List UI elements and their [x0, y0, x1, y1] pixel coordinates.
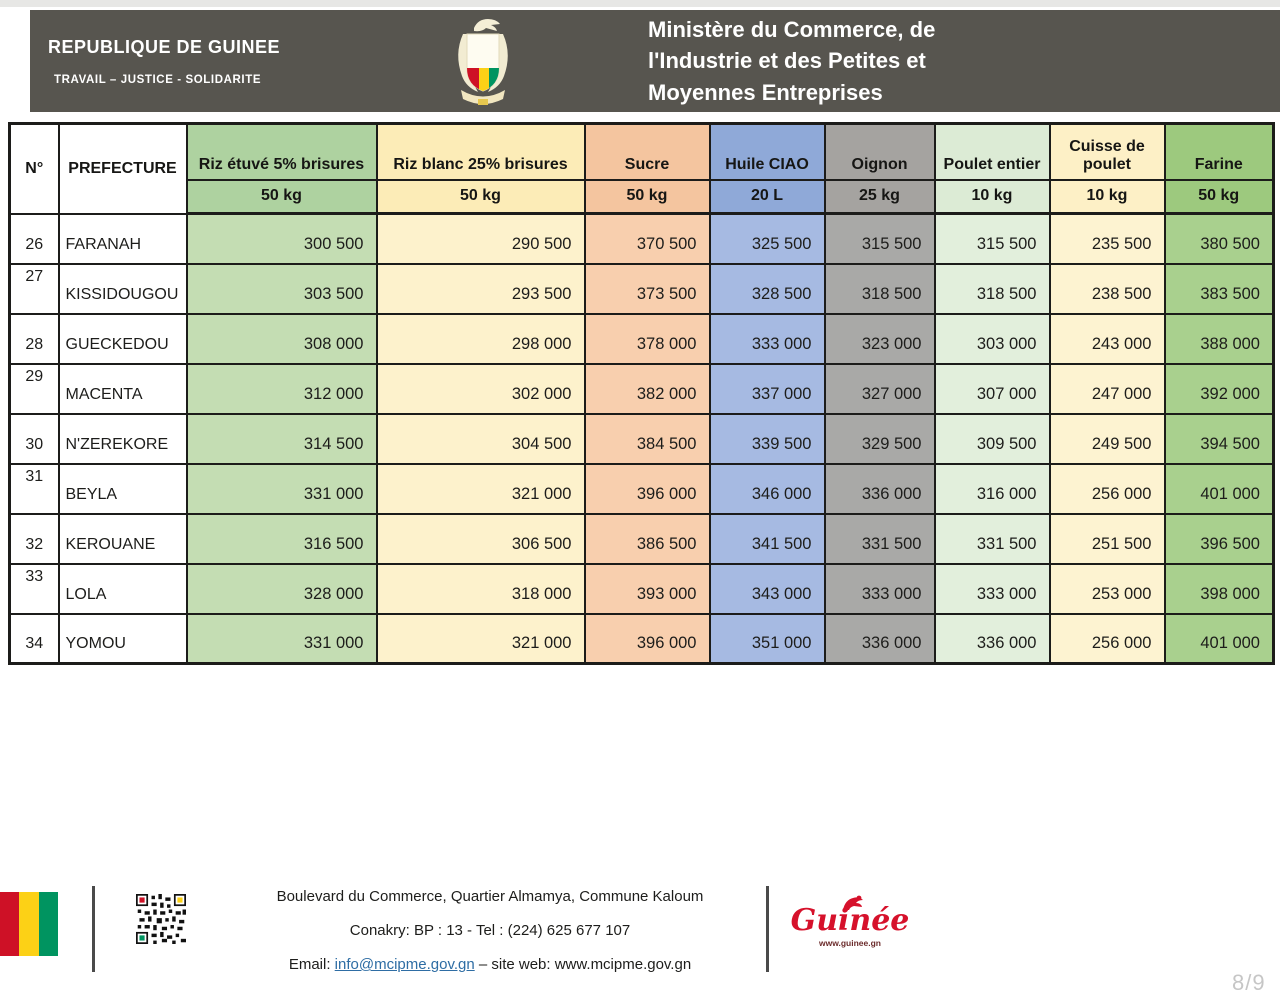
price-value: 316 500: [187, 514, 377, 564]
price-value: 331 500: [935, 514, 1050, 564]
price-value: 306 500: [377, 514, 585, 564]
header-riz-blanc: Riz blanc 25% brisures: [377, 124, 585, 180]
price-value: 318 500: [935, 264, 1050, 314]
guinea-coat-of-arms-icon: [448, 14, 518, 108]
price-value: 300 500: [187, 214, 377, 264]
price-value: 346 000: [710, 464, 825, 514]
price-value: 256 000: [1050, 614, 1165, 664]
page-number: 8/9: [1232, 970, 1266, 992]
price-table: [8, 122, 1275, 665]
price-value: 315 500: [825, 214, 935, 264]
unit-huile-ciao: 20 L: [710, 180, 825, 214]
price-value: 343 000: [710, 564, 825, 614]
price-value: 290 500: [377, 214, 585, 264]
price-value: 386 500: [585, 514, 710, 564]
ministry-title-line2: l'Industrie et des Petites et: [648, 48, 926, 74]
national-motto: TRAVAIL – JUSTICE - SOLIDARITE: [54, 73, 262, 86]
price-value: 318 500: [825, 264, 935, 314]
price-value: 336 000: [825, 464, 935, 514]
price-value: 249 500: [1050, 414, 1165, 464]
page-top-strip: [0, 0, 1280, 7]
price-value: 396 500: [1165, 514, 1274, 564]
row-number: 30: [10, 414, 59, 464]
header-farine: Farine: [1165, 124, 1274, 180]
address-line2: Conakry: BP : 13 - Tel : (224) 625 677 107: [349, 922, 631, 939]
unit-riz-blanc: 50 kg: [377, 180, 585, 214]
prefecture-name: KISSIDOUGOU: [59, 264, 187, 314]
price-value: 256 000: [1050, 464, 1165, 514]
price-value: 333 000: [825, 564, 935, 614]
row-number: 29: [10, 364, 59, 414]
price-value: 303 500: [187, 264, 377, 314]
price-value: 328 500: [710, 264, 825, 314]
price-value: 396 000: [585, 464, 710, 514]
price-value: 235 500: [1050, 214, 1165, 264]
header-poulet-entier: Poulet entier: [935, 124, 1050, 180]
row-number: 31: [10, 464, 59, 514]
brand-name: Guinée: [790, 903, 910, 938]
price-value: 325 500: [710, 214, 825, 264]
page-footer: [0, 880, 1280, 992]
price-value: 308 000: [187, 314, 377, 364]
price-value: 398 000: [1165, 564, 1274, 614]
guinee-brand-logo: [790, 892, 910, 948]
footer-divider-right: [766, 886, 769, 972]
price-value: 327 000: [825, 364, 935, 414]
price-value: 341 500: [710, 514, 825, 564]
ministry-address-block: [225, 888, 755, 990]
price-value: 401 000: [1165, 464, 1274, 514]
row-number: 33: [10, 564, 59, 614]
price-value: 293 500: [377, 264, 585, 314]
price-value: 302 000: [377, 364, 585, 414]
prefecture-name: BEYLA: [59, 464, 187, 514]
table-header-products: [10, 124, 1274, 180]
price-value: 373 500: [585, 264, 710, 314]
price-value: 336 000: [935, 614, 1050, 664]
table-row: [10, 414, 1274, 464]
header-oignon: Oignon: [825, 124, 935, 180]
price-value: 333 000: [710, 314, 825, 364]
table-header-units: [10, 180, 1274, 214]
price-value: 243 000: [1050, 314, 1165, 364]
price-value: 247 000: [1050, 364, 1165, 414]
address-line1: Boulevard du Commerce, Quartier Almamya, Commune Kaloum: [276, 888, 704, 905]
price-value: 388 000: [1165, 314, 1274, 364]
price-value: 314 500: [187, 414, 377, 464]
price-value: 298 000: [377, 314, 585, 364]
row-number: 32: [10, 514, 59, 564]
price-value: 312 000: [187, 364, 377, 414]
price-value: 401 000: [1165, 614, 1274, 664]
price-value: 321 000: [377, 464, 585, 514]
price-value: 384 500: [585, 414, 710, 464]
price-table-container: [8, 122, 1275, 665]
prefecture-name: GUECKEDOU: [59, 314, 187, 364]
prefecture-name: FARANAH: [59, 214, 187, 264]
masthead-left: [48, 37, 378, 86]
header-num: N°: [10, 124, 59, 214]
table-row: [10, 314, 1274, 364]
unit-sucre: 50 kg: [585, 180, 710, 214]
price-value: 339 500: [710, 414, 825, 464]
table-row: [10, 464, 1274, 514]
price-value: 394 500: [1165, 414, 1274, 464]
prefecture-name: LOLA: [59, 564, 187, 614]
table-row: [10, 214, 1274, 264]
prefecture-name: YOMOU: [59, 614, 187, 664]
table-row: [10, 514, 1274, 564]
price-value: 318 000: [377, 564, 585, 614]
price-value: 337 000: [710, 364, 825, 414]
price-value: 316 000: [935, 464, 1050, 514]
price-value: 331 000: [187, 614, 377, 664]
price-table-body: [10, 214, 1274, 664]
price-value: 331 000: [187, 464, 377, 514]
price-value: 321 000: [377, 614, 585, 664]
row-number: 26: [10, 214, 59, 264]
price-value: 303 000: [935, 314, 1050, 364]
table-row: [10, 564, 1274, 614]
price-value: 393 000: [585, 564, 710, 614]
price-value: 253 000: [1050, 564, 1165, 614]
header-huile-ciao: Huile CIAO: [710, 124, 825, 180]
price-value: 323 000: [825, 314, 935, 364]
prefecture-name: MACENTA: [59, 364, 187, 414]
republic-title: REPUBLIQUE DE GUINEE: [48, 36, 281, 57]
row-number: 28: [10, 314, 59, 364]
price-value: 333 000: [935, 564, 1050, 614]
ministry-title-line1: Ministère du Commerce, de: [648, 17, 936, 43]
price-value: 307 000: [935, 364, 1050, 414]
ministry-title-line3: Moyennes Entreprises: [648, 79, 883, 105]
email-label: Email:: [288, 956, 335, 973]
table-row: [10, 364, 1274, 414]
prefecture-name: N'ZEREKORE: [59, 414, 187, 464]
price-value: 351 000: [710, 614, 825, 664]
price-value: 331 500: [825, 514, 935, 564]
footer-divider-left: [92, 886, 95, 972]
prefecture-name: KEROUANE: [59, 514, 187, 564]
price-value: 329 500: [825, 414, 935, 464]
unit-oignon: 25 kg: [825, 180, 935, 214]
price-value: 304 500: [377, 414, 585, 464]
address-line3: [225, 956, 755, 973]
price-value: 238 500: [1050, 264, 1165, 314]
row-number: 34: [10, 614, 59, 664]
price-value: 315 500: [935, 214, 1050, 264]
header-cuisse-poulet: Cuisse de poulet: [1050, 124, 1165, 180]
price-value: 309 500: [935, 414, 1050, 464]
row-number: 27: [10, 264, 59, 314]
site-web-text: – site web: www.mcipme.gov.gn: [474, 956, 692, 973]
price-value: 378 000: [585, 314, 710, 364]
guinea-flag-icon: [0, 892, 58, 956]
price-value: 382 000: [585, 364, 710, 414]
brand-url: www.guinee.gn: [818, 938, 882, 948]
price-value: 380 500: [1165, 214, 1274, 264]
price-value: 396 000: [585, 614, 710, 664]
price-value: 328 000: [187, 564, 377, 614]
unit-poulet-entier: 10 kg: [935, 180, 1050, 214]
masthead-banner: [30, 10, 1280, 112]
table-row: [10, 614, 1274, 664]
price-value: 251 500: [1050, 514, 1165, 564]
header-sucre: Sucre: [585, 124, 710, 180]
table-row: [10, 264, 1274, 314]
unit-riz-etuve: 50 kg: [187, 180, 377, 214]
unit-farine: 50 kg: [1165, 180, 1274, 214]
qr-code-icon: [136, 894, 186, 944]
unit-cuisse-poulet: 10 kg: [1050, 180, 1165, 214]
email-link[interactable]: info@mcipme.gov.gn: [334, 956, 475, 973]
price-value: 336 000: [825, 614, 935, 664]
price-value: 383 500: [1165, 264, 1274, 314]
price-value: 370 500: [585, 214, 710, 264]
header-prefecture: PREFECTURE: [59, 124, 187, 214]
price-value: 392 000: [1165, 364, 1274, 414]
ministry-title: [648, 14, 935, 108]
header-riz-etuve: Riz étuvé 5% brisures: [187, 124, 377, 180]
